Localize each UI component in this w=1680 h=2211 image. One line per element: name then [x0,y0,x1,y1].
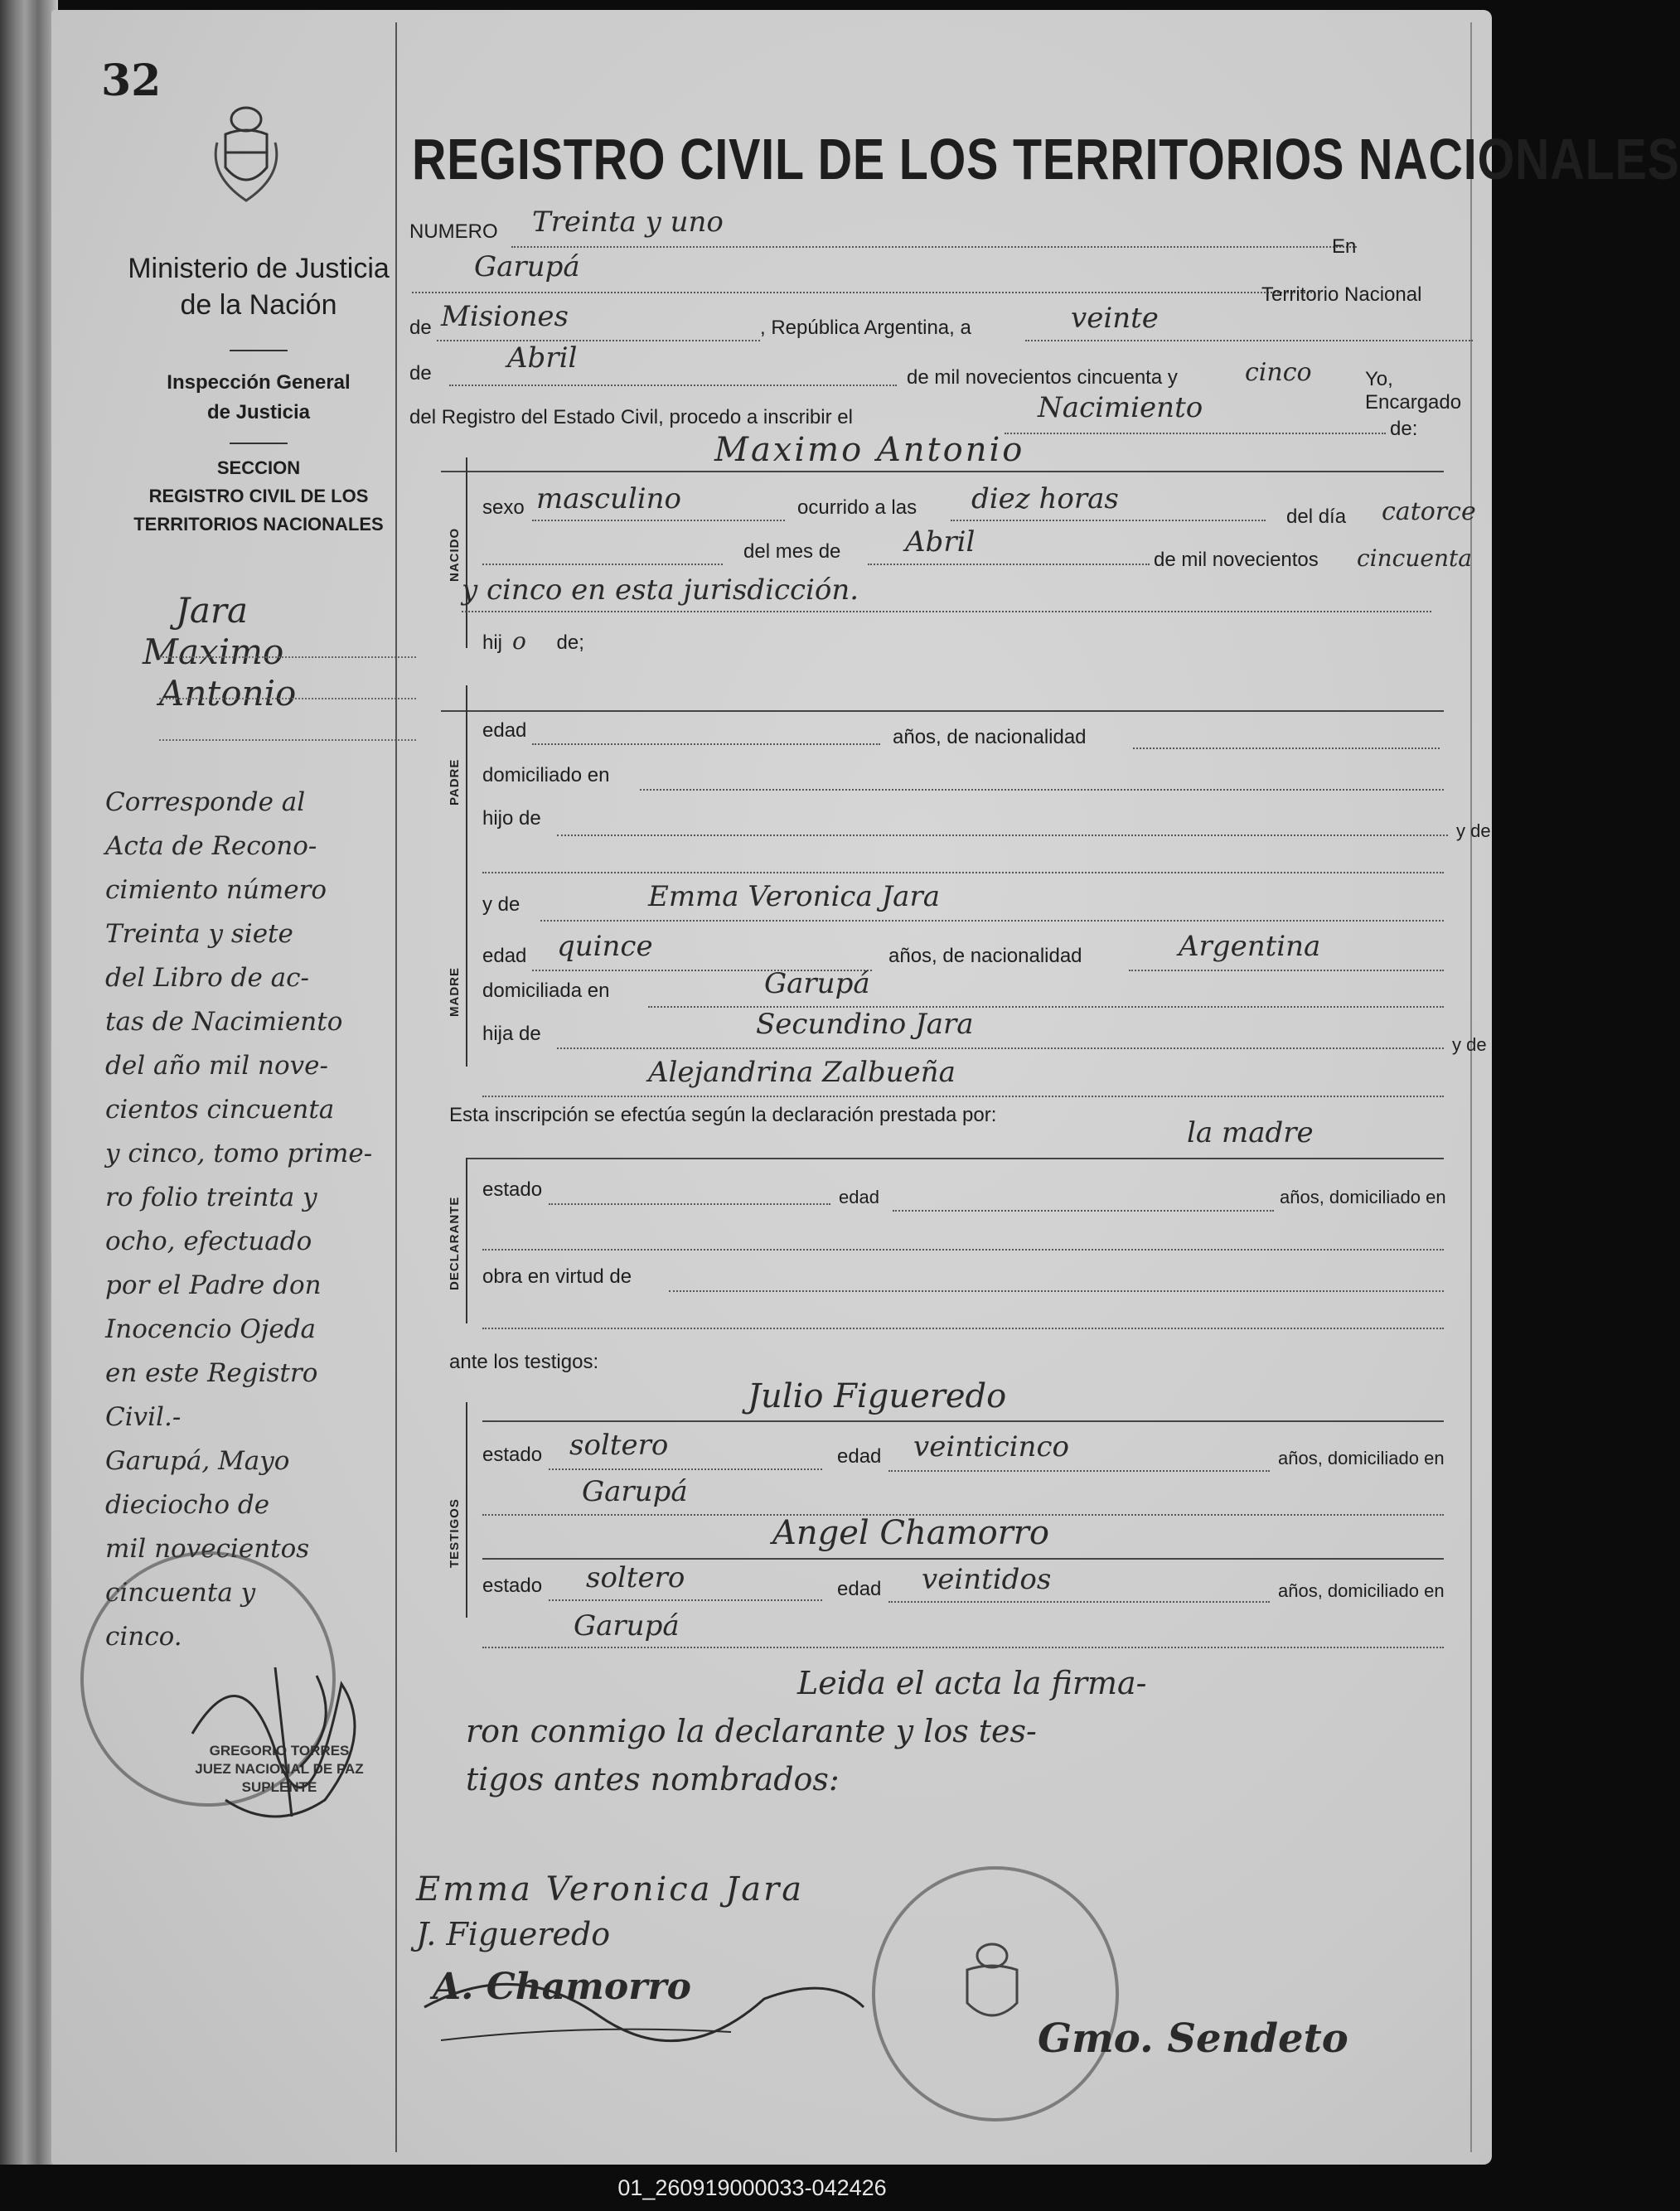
territory-line [437,340,760,341]
decl-obra-label: obra en virtud de [482,1265,632,1288]
closing-line: Leida el acta la firma- [797,1665,1147,1701]
margin-name-line: Antonio [159,673,297,714]
hora-line [951,520,1266,521]
yo-label: Yo, Encargado [1365,368,1462,414]
decl-domicilio-line [482,1249,1444,1251]
note-line: Acta de Recono- [105,831,317,861]
note-line: cinco. [105,1622,182,1652]
de3-label: de: [1390,418,1418,440]
t2-anios-label: años, domiciliado en [1278,1580,1445,1601]
hijo-suffix: o [512,627,526,655]
del-dia-label: del día [1286,506,1347,528]
closing-text [466,1659,1460,1803]
testigo1-name: Julio Figueredo [748,1377,1007,1415]
note-line: cimiento número [105,875,327,905]
mes-label: del mes de [743,540,841,563]
testigos-label: ante los testigos: [449,1351,599,1373]
seal-emblem-icon [947,1933,1038,2040]
t1-edad-value: veinticinco [913,1430,1069,1464]
madre-hija-de-label: hija de [482,1023,541,1045]
testigo2-name: Angel Chamorro [772,1514,1049,1552]
mes-value: Abril [905,525,976,559]
t2-domicilio-value: Garupá [574,1609,680,1643]
t2-edad-label: edad [837,1578,882,1600]
padre-anios-label: años, de nacionalidad [893,726,1087,748]
padre-hijo-de-line [557,835,1448,836]
note-line: en este Registro [105,1358,318,1388]
day-value: veinte [1071,302,1159,335]
t2-edad-value: veintidos [922,1563,1052,1596]
padre-nac-line [1133,747,1440,749]
book-binding-edge [0,0,58,2211]
t1-edad-label: edad [837,1445,882,1468]
madre-nacionalidad-line [1129,970,1444,971]
note-line: Civil.- [105,1402,182,1432]
madre-madre-value: Alejandrina Zalbueña [648,1056,956,1089]
nacido-label: NACIDO [448,527,462,582]
testigos-bracket [466,1402,467,1618]
place-line [412,292,1315,293]
inscripcion-label: Esta inscripción se efectúa según la declaración prestada por: [449,1104,997,1126]
signature-flourish [416,1941,880,2057]
section-rule [441,710,1444,712]
territorio-label: Territorio Nacional [1261,283,1422,306]
anio2-value: y cinco en esta jurisdicción. [462,573,859,607]
decl-estado-line [549,1203,830,1205]
note-line: por el Padre don [105,1270,322,1300]
madre-edad-value: quince [557,930,653,963]
child-name: Maximo Antonio [714,431,1025,469]
testigo2-rule [482,1558,1444,1560]
dia-value: catorce [1382,497,1476,526]
section-line: SECCION [216,457,301,478]
t1-domicilio-value: Garupá [582,1475,688,1508]
form-title: REGISTRO CIVIL DE LOS TERRITORIOS NACIONALES [412,127,1680,191]
decl-obra-line [669,1290,1444,1292]
hijo-de-label: de; [556,631,584,654]
numero-label: NUMERO [409,220,498,243]
padre-edad-line [532,743,880,745]
decl-last-line [482,1328,1444,1329]
en-label: En [1332,235,1357,258]
padre-edad-label: edad [482,719,527,742]
sexo-label: sexo [482,496,525,519]
note-line: ocho, efectuado [105,1226,312,1256]
month-value: Abril [507,341,578,375]
anio2-line [462,611,1431,612]
madre-edad-label: edad [482,945,527,967]
note-line: Garupá, Mayo [105,1446,290,1476]
madre-domicilio-label: domiciliada en [482,980,610,1002]
padre-hijo-de-label: hijo de [482,807,541,830]
t2-estado-label: estado [482,1575,543,1597]
mes-line [868,564,1150,565]
margin-rule [159,656,416,658]
note-line: tas de Nacimiento [105,1007,343,1037]
madre-domicilio-value: Garupá [764,967,870,1000]
note-line: y cinco, tomo prime- [105,1139,373,1168]
declarante-value: la madre [1187,1116,1314,1149]
declarante-bracket [466,1158,467,1323]
note-line: cincuenta y [105,1578,256,1608]
register-page [51,10,1680,2165]
margin-name [126,590,296,714]
hijo-label [482,627,584,655]
page-number: 32 [101,56,162,106]
t1-edad-line [888,1470,1270,1472]
margin-rule [159,698,416,699]
t1-estado-value: soltero [569,1429,669,1462]
scan-identifier: 01_260919000033-042426 [0,2165,1504,2211]
sexo-line [532,520,785,521]
testigos-label-vertical: TESTIGOS [448,1498,462,1568]
note-line: del Libro de ac- [105,963,310,993]
t2-estado-line [549,1599,822,1601]
t1-estado-line [549,1468,822,1470]
madre-madre-line [482,1096,1444,1097]
month-line [449,385,897,386]
section-rule [441,471,1444,472]
margin-name-line: Jara [176,590,248,631]
decl-edad-label: edad [839,1187,879,1207]
hijo-prefix: hij [482,631,503,654]
madre-hija-de-line [557,1047,1444,1049]
note-line: Inocencio Ojeda [105,1314,317,1344]
inspection-heading [109,368,408,428]
note-line: mil novecientos [105,1534,310,1564]
t2-domicilio-line [482,1647,1444,1648]
note-line: del año mil nove- [105,1051,328,1081]
section-line: TERRITORIOS NACIONALES [133,514,384,535]
padre-domicilio-line [640,789,1444,791]
stamp-text-line: SUPLENTE [241,1779,317,1795]
stamp-text-line: JUEZ NACIONAL DE PAZ [195,1761,364,1777]
day-line [1025,340,1473,341]
madre-yde-label: y de [482,893,520,916]
mil-label: de mil novecientos cincuenta y [907,366,1178,389]
nacido-bracket [466,457,467,648]
padre-last-line [482,872,1444,873]
madre-bracket [466,884,467,1067]
territory-value: Misiones [441,300,569,333]
padre-domicilio-label: domiciliado en [482,764,610,786]
madre-nacionalidad-value: Argentina [1179,930,1321,963]
ministry-heading [109,250,408,323]
ocurrido-label: ocurrido a las [797,496,917,519]
decl-estado-label: estado [482,1178,543,1201]
numero-value: Treinta y uno [532,206,724,239]
t2-edad-line [888,1601,1270,1603]
year-value: cinco [1245,358,1312,387]
note-line: Treinta y siete [105,919,293,949]
t2-estado-value: soltero [586,1561,685,1594]
closing-line: ron conmigo la declarante y los tes- [466,1713,1037,1749]
madre-padre-value: Secundino Jara [756,1008,974,1041]
inspection-line: de Justicia [206,401,311,423]
padre-label: PADRE [448,758,462,806]
de2-label: de [409,362,432,385]
decl-anios-label: años, domiciliado en [1280,1187,1446,1207]
registro-label: del Registro del Estado Civil, procedo a inscribir el [409,406,853,428]
padre-yde-label: y de [1456,820,1491,841]
section-line: REGISTRO CIVIL DE LOS [148,486,369,506]
ministry-line: Ministerio de Justicia [128,253,390,284]
divider [230,443,288,444]
declarante-label: DECLARANTE [448,1196,462,1290]
section-heading [109,454,408,539]
t1-estado-label: estado [482,1444,543,1466]
margin-name-line: Maximo [143,631,284,672]
note-line: dieciocho de [105,1490,270,1520]
padre-bracket [466,685,467,884]
signature-mother: Emma Veronica Jara [416,1870,805,1909]
signature-official: Gmo. Sendeto [1038,2015,1348,2062]
numero-line [511,246,1357,248]
anio-value: cincuenta [1357,544,1472,572]
decl-edad-line [893,1210,1274,1212]
madre-yde2-label: y de [1452,1034,1487,1055]
divider [230,350,288,351]
madre-name: Emma Veronica Jara [648,880,940,913]
place-value: Garupá [474,250,580,283]
mes-line-left [482,564,723,565]
stamp-text-line: GREGORIO TORRES [209,1743,350,1759]
signature-witness2: A. Chamorro [433,1966,691,2008]
t1-anios-label: años, domiciliado en [1278,1448,1445,1468]
coat-of-arms-icon [209,101,283,209]
signature-witness1: J. Figueredo [416,1916,611,1952]
margin-notes [105,781,433,1659]
margin-divider-right [1470,22,1472,2152]
mil2-label: de mil novecientos [1154,549,1319,571]
section-rule [466,1158,1444,1159]
de-label: de [409,317,432,339]
note-line: Corresponde al [105,787,306,817]
signature-scrawl-left [176,1634,408,1833]
margin-divider [395,22,397,2152]
madre-label: MADRE [448,967,462,1017]
inspection-line: Inspección General [167,371,351,394]
act-line [1005,433,1386,434]
ministry-line: de la Nación [180,289,337,321]
note-line: cientos cincuenta [105,1095,335,1125]
hora-value: diez horas [971,482,1119,515]
testigo1-rule [482,1420,1444,1422]
note-line: ro folio treinta y [105,1183,317,1212]
madre-name-line [540,920,1444,922]
sexo-value: masculino [536,482,682,515]
margin-rule [159,739,416,741]
act-value: Nacimiento [1038,391,1203,424]
madre-anios-label: años, de nacionalidad [888,945,1082,967]
closing-line: tigos antes nombrados: [466,1761,840,1797]
republica-label: , República Argentina, a [760,317,971,339]
